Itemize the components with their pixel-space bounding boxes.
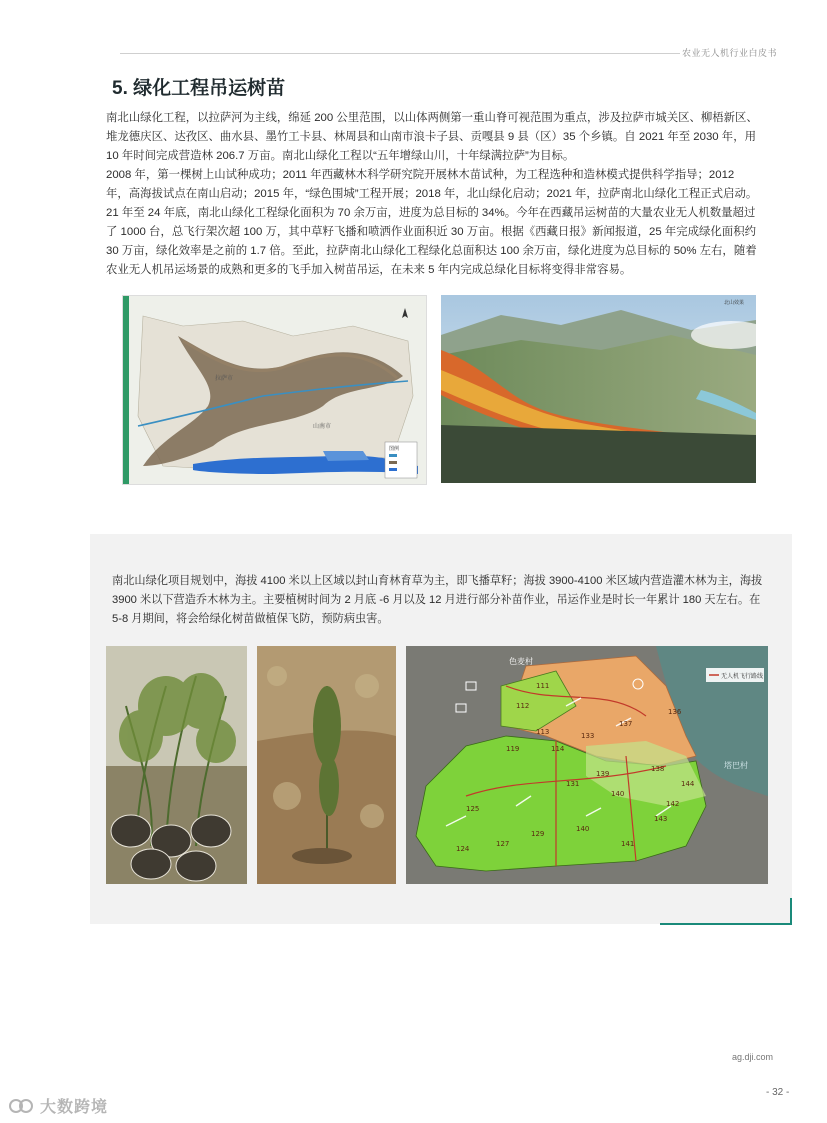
svg-text:111: 111 <box>536 682 550 690</box>
mountain-caption: 北山效果 <box>724 300 745 306</box>
header-doc-title: 农业无人机行业白皮书 <box>682 48 778 58</box>
svg-text:138: 138 <box>651 765 665 773</box>
zone-map-legend: 无人机飞行路线 <box>721 673 764 680</box>
region-map-image <box>122 295 427 485</box>
svg-text:129: 129 <box>531 830 545 838</box>
svg-text:137: 137 <box>619 720 633 728</box>
svg-text:119: 119 <box>506 745 520 753</box>
svg-text:133: 133 <box>581 732 595 740</box>
header-rule <box>120 53 680 54</box>
section-title: 5. 绿化工程吊运树苗 <box>112 78 286 99</box>
svg-text:125: 125 <box>466 805 480 813</box>
paragraph-intro: 南北山绿化工程，以拉萨河为主线，绵延 200 公里范围，以山体两侧第一重山脊可视范围为重点，涉及拉萨市城关区、柳梧新区、堆龙德庆区、达孜区、曲水县、墨竹工卡县、林周县和山南市浪卡子县、贡嘎县 9 县（区）35 个乡镇。自 2021 年至 2030 年，用 10 年时间完成营造林 206.7 万亩。南北山绿化工程以“五年增绿山川，十年绿满拉萨”为目标。 <box>106 112 758 162</box>
panel-accent-horizontal <box>660 923 792 925</box>
svg-text:136: 136 <box>668 708 682 716</box>
svg-text:131: 131 <box>566 780 580 788</box>
watermark-text: 大数跨境 <box>40 1099 109 1116</box>
svg-text:114: 114 <box>551 745 565 753</box>
svg-text:141: 141 <box>621 840 635 848</box>
svg-text:142: 142 <box>666 800 680 808</box>
svg-text:113: 113 <box>536 728 550 736</box>
svg-text:140: 140 <box>611 790 625 798</box>
mountain-rendering-image <box>441 295 756 483</box>
panel-accent-vertical <box>790 898 792 924</box>
watermark-logo-icon <box>8 1097 36 1115</box>
map-label-lhasa: 拉萨市 <box>215 375 234 382</box>
map-legend-title: 图例 <box>389 446 400 452</box>
map-label-shannan: 山南市 <box>313 423 332 430</box>
zone-map-village-top: 色麦村 <box>509 657 533 666</box>
svg-text:124: 124 <box>456 845 470 853</box>
page-number: - 32 - <box>766 1087 790 1098</box>
watermark <box>8 1094 108 1117</box>
svg-text:140: 140 <box>576 825 590 833</box>
zone-map-village-right: 塔巴村 <box>724 761 748 770</box>
svg-text:144: 144 <box>681 780 695 788</box>
footer-url: ag.dji.com <box>732 1052 774 1062</box>
panel-text: 南北山绿化项目规划中，海拔 4100 米以上区域以封山育林育草为主，即飞播草籽；海拔 3900-4100 米区域内营造灌木林为主，海拔 3900 米以下营造乔木林为主。主要植树时间为 2 月底 -6 月以及 12 月进行部分补苗作业，吊运作业是时长一年累计 180 天左右。在 5-8 月期间，将会给绿化树苗做植保飞防，预防病虫害。 <box>112 575 763 625</box>
planted-sapling-image <box>257 646 396 884</box>
paragraph-progress: 21 年至 24 年底，南北山绿化工程绿化面积为 70 余万亩，进度为总目标的 34%。今年在西藏吊运树苗的大量农业无人机数量超过了 1000 台，总飞行架次超 100 万，其中草籽飞播和喷洒作业面积近 30 万亩。根据《西藏日报》新闻报道，25 年完成绿化面积约 30 万亩，绿化效率是之前的 1.7 倍。至此，拉萨南北山绿化工程绿化总面积达 100 余万亩，绿化进度为总目标的 50% 左右，随着农业无人机吊运场景的成熟和更多的飞手加入树苗吊运，在未来 5 年内完成总绿化目标将变得非常容易。 <box>106 207 757 276</box>
svg-text:127: 127 <box>496 840 510 848</box>
svg-text:112: 112 <box>516 702 530 710</box>
paragraph-history: 2008 年，第一棵树上山试种成功；2011 年西藏林木科学研究院开展林木苗试种，为工程选种和造林模式提供科学指导；2012 年，高海拔试点在南山启动；2015 年，“绿色围城”工程开展；2018 年，北山绿化启动；2021 年，拉萨南北山绿化工程正式启动。 <box>106 169 758 200</box>
zone-planning-map-image <box>406 646 768 884</box>
sapling-bundles-image <box>106 646 247 884</box>
svg-text:139: 139 <box>596 770 610 778</box>
svg-text:143: 143 <box>654 815 668 823</box>
